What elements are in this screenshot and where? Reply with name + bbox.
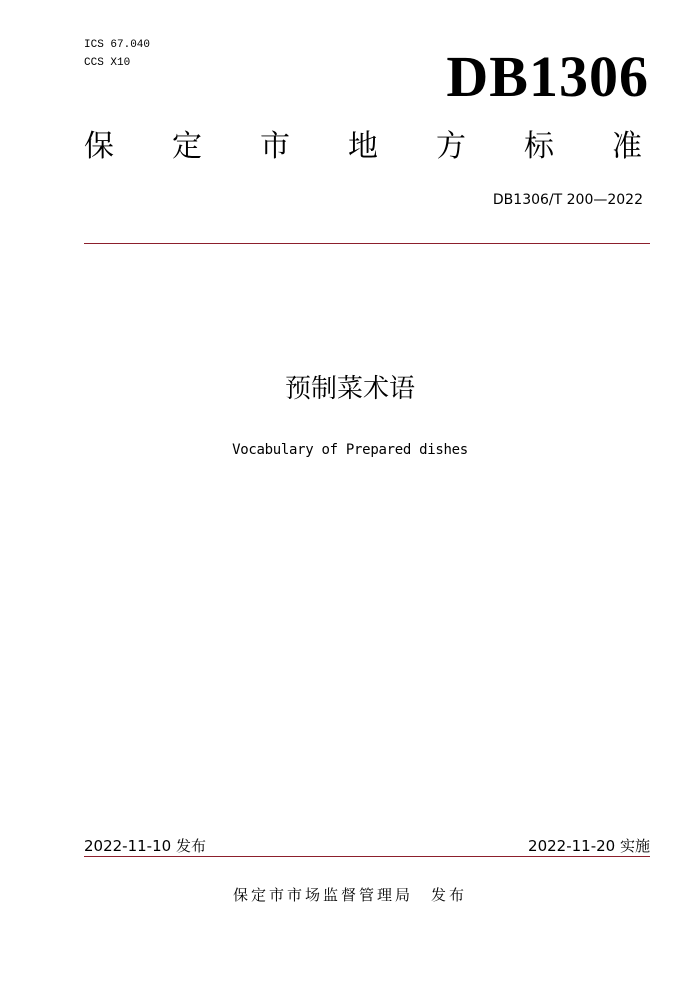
- document-title-cn: 预制菜术语: [284, 374, 415, 404]
- ccs-code: CCS X10: [84, 57, 131, 69]
- standard-type-char: 方: [436, 129, 466, 164]
- standard-type-char: 准: [612, 129, 642, 164]
- standard-type-char: 标: [524, 129, 554, 164]
- document-title-en: Vocabulary of Prepared dishes: [232, 442, 468, 458]
- standard-type-title: [84, 126, 642, 168]
- classification-codes: [84, 36, 150, 72]
- top-divider: [84, 243, 650, 244]
- brand-code: DB1306: [446, 44, 649, 109]
- standard-type-char: 定: [172, 129, 202, 164]
- standard-type-char: 地: [348, 129, 378, 164]
- effective-date: 2022-11-20 实施: [528, 837, 650, 855]
- bottom-divider: [84, 856, 650, 857]
- ics-code: ICS 67.040: [84, 39, 151, 51]
- publisher: 保定市市场监督管理局 发布: [232, 886, 467, 904]
- standard-number: DB1306/T 200—2022: [492, 192, 643, 208]
- standard-type-char: 市: [260, 129, 290, 164]
- standard-type-char: 保: [84, 129, 114, 164]
- issue-date: 2022-11-10 发布: [84, 837, 206, 855]
